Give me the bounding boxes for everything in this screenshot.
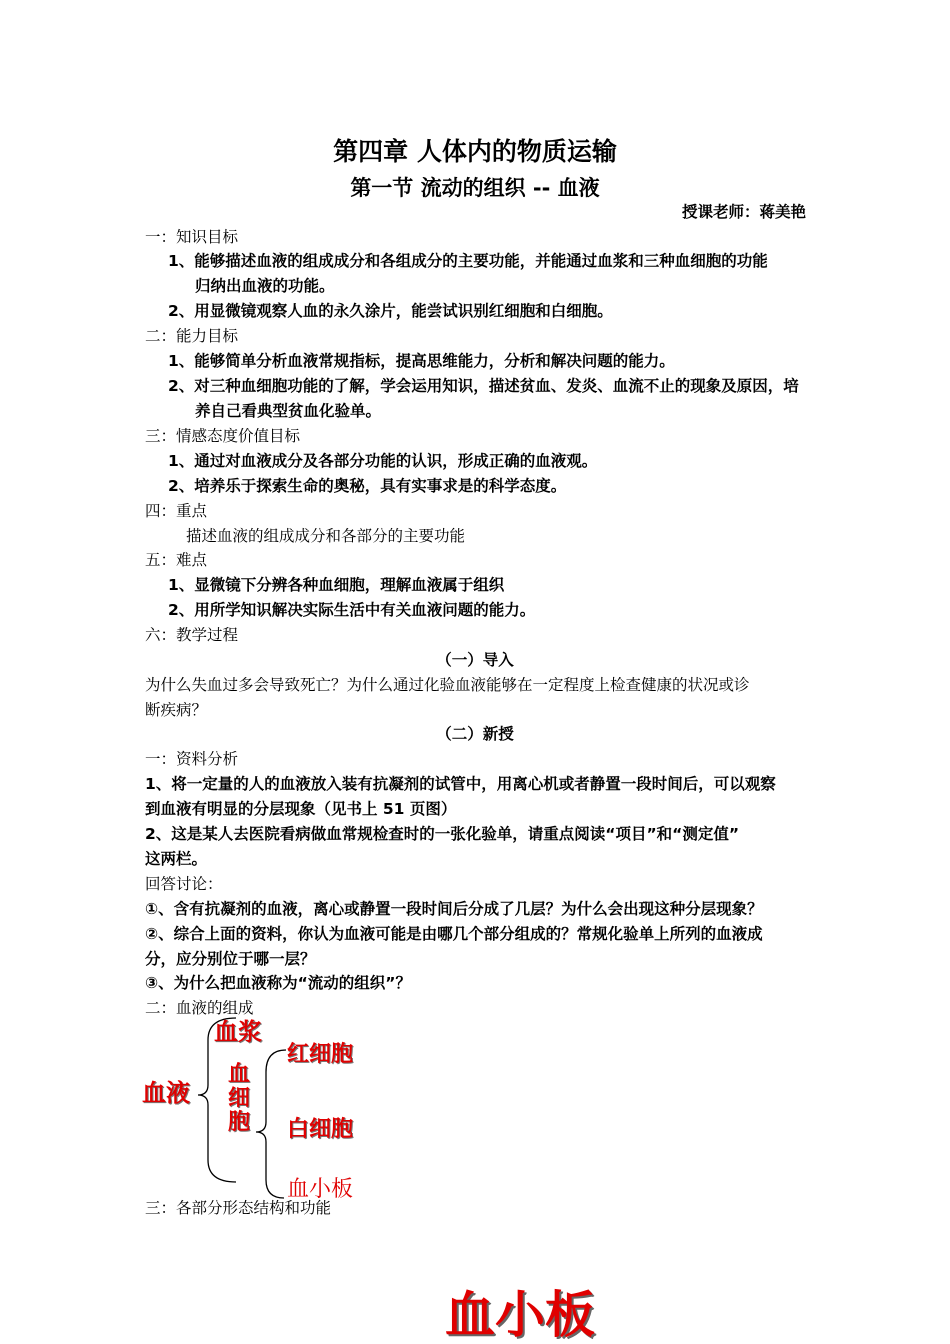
- heading-knowledge-goals: 一：知识目标: [145, 228, 239, 246]
- knowledge-goal-2: 2、用显微镜观察人血的永久涂片，能尝试识别红细胞和白细胞。: [168, 302, 613, 320]
- heading-teaching-process: 六：教学过程: [145, 626, 239, 644]
- new-lesson-heading: （二）新授: [436, 725, 514, 743]
- intro-heading: （一）导入: [436, 651, 514, 669]
- label-blood-cells: [228, 1063, 250, 1135]
- chapter-title: 第四章 人体内的物质运输: [333, 137, 617, 166]
- emotion-goal-1: 1、通过对血液成分及各部分功能的认识，形成正确的血液观。: [168, 452, 598, 470]
- heading-emotion-goals: 三：情感态度价值目标: [145, 427, 301, 445]
- heading-key-points: 四：重点: [145, 502, 208, 520]
- ability-goal-2: 2、对三种血细胞功能的了解，学会运用知识，描述贫血、发炎、血流不止的现象及原因，培: [168, 377, 799, 395]
- difficulty-1: 1、显微镜下分辨各种血细胞，理解血液属于组织: [168, 576, 505, 594]
- label-white-blood-cell: 白细胞: [287, 1117, 354, 1142]
- heading-difficulties: 五：难点: [145, 551, 208, 569]
- discussion-q1: ①、含有抗凝剂的血液，离心或静置一段时间后分成了几层？为什么会出现这种分层现象？: [145, 900, 763, 918]
- ability-goal-1: 1、能够简单分析血液常规指标，提高思维能力，分析和解决问题的能力。: [168, 352, 675, 370]
- label-platelet: 血小板: [287, 1177, 354, 1202]
- intro-question-cont: 断疾病？: [145, 701, 208, 719]
- discussion-label: 回答讨论：: [145, 875, 223, 893]
- label-red-blood-cell: 红细胞: [287, 1042, 354, 1067]
- material-1: 1、将一定量的人的血液放入装有抗凝剂的试管中，用离心机或者静置一段时间后，可以观察: [145, 775, 776, 793]
- difficulty-2: 2、用所学知识解决实际生活中有关血液问题的能力。: [168, 601, 536, 619]
- label-blood: 血液: [142, 1079, 190, 1107]
- teacher-line: 授课老师：蒋美艳: [681, 203, 806, 221]
- big-platelet-word: 血小板: [445, 1286, 595, 1344]
- heading-material-analysis: 一：资料分析: [145, 750, 239, 768]
- knowledge-goal-1: 1、能够描述血液的组成成分和各组成分的主要功能，并能通过血浆和三种血细胞的功能: [168, 252, 768, 270]
- material-1-cont: 到血液有明显的分层现象（见书上 51 页图）: [145, 800, 457, 818]
- emotion-goal-2: 2、培养乐于探索生命的奥秘，具有实事求是的科学态度。: [168, 477, 567, 495]
- label-plasma: 血浆: [214, 1018, 262, 1046]
- intro-question: 为什么失血过多会导致死亡？为什么通过化验血液能够在一定程度上检查健康的状况或诊: [145, 676, 750, 694]
- ability-goal-2-cont: 养自己看典型贫血化验单。: [195, 402, 382, 420]
- heading-structure-function: 三：各部分形态结构和功能: [145, 1199, 332, 1217]
- label-blood-cells-2: 细: [228, 1086, 251, 1111]
- knowledge-goal-1-cont: 归纳出血液的功能。: [195, 277, 335, 295]
- heading-ability-goals: 二：能力目标: [145, 327, 239, 345]
- label-blood-cells-3: 胞: [228, 1110, 251, 1135]
- material-2-cont: 这两栏。: [145, 850, 208, 868]
- discussion-q2: ②、综合上面的资料，你认为血液可能是由哪几个部分组成的？常规化验单上所列的血液成: [145, 925, 763, 943]
- material-2: 2、这是某人去医院看病做血常规检查时的一张化验单，请重点阅读“项目”和“测定值”: [145, 825, 740, 843]
- discussion-q2-cont: 分，应分别位于哪一层？: [145, 950, 316, 968]
- discussion-q3: ③、为什么把血液称为“流动的组织”？: [145, 974, 411, 992]
- label-blood-cells-1: 血: [228, 1062, 251, 1087]
- inner-brace: [256, 1050, 286, 1198]
- section-title: 第一节 流动的组织 -- 血液: [350, 176, 600, 200]
- heading-blood-composition: 二：血液的组成: [145, 999, 254, 1017]
- key-point-text: 描述血液的组成成分和各部分的主要功能: [186, 527, 466, 545]
